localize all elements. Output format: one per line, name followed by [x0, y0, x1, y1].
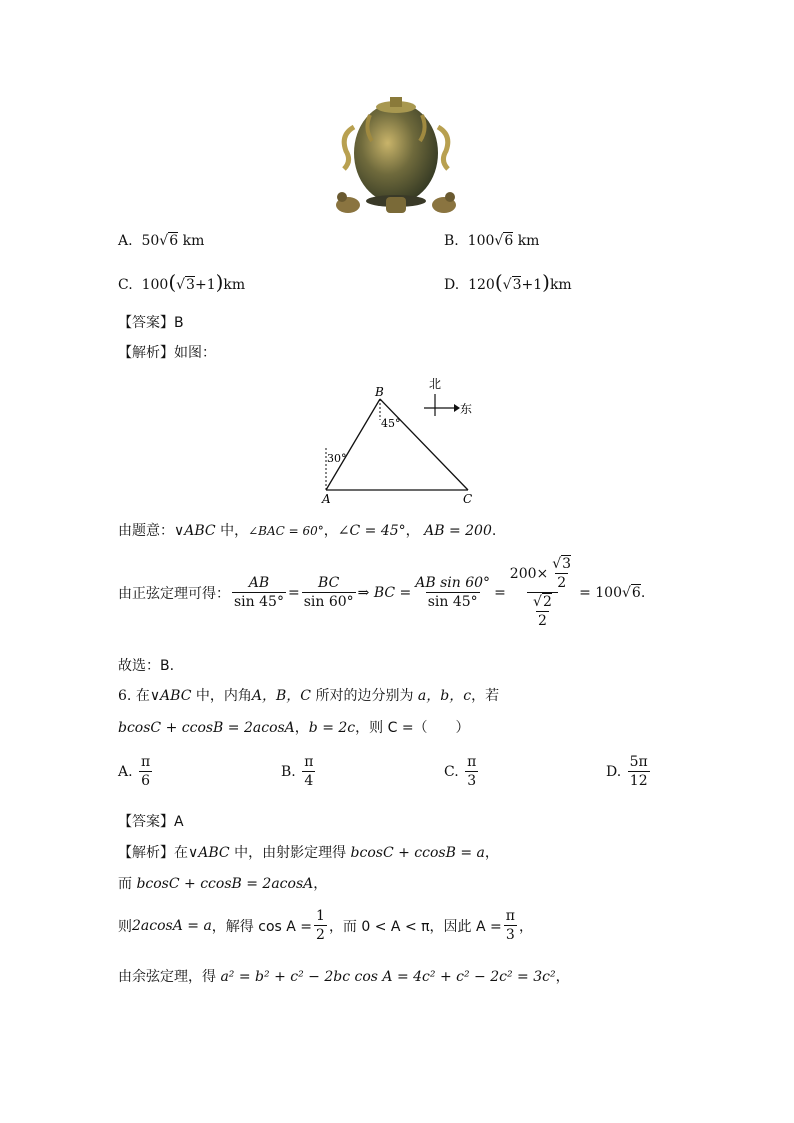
- triangle-name: ∨ABC: [149, 688, 192, 704]
- option-coef: 120: [468, 277, 495, 293]
- q5-option-b: B. 100√6 km: [444, 233, 540, 249]
- option-radicand: 6: [504, 233, 514, 249]
- option-unit: km: [517, 233, 540, 249]
- inner-frac-num: $\frac{√3}{2}$: [552, 556, 572, 591]
- option-letter: A.: [118, 763, 133, 780]
- frac-den: 12: [629, 773, 648, 789]
- option-letter: B.: [281, 763, 296, 780]
- triangle-name: ∨ABC: [174, 523, 216, 539]
- question-number: 6.: [118, 688, 132, 704]
- q5-sine-rule: 由正弦定理可得： $\frac{AB}{\sin 45^\circ}$ = $\frac{BC}{\sin 60^\circ}$ ⇒ BC = $\frac{\text{AB sin 60°}}{\sin 45^\circ}$ = 200× $\frac{√3}{2}$ $\frac{√2}{2}$ = 100 √ 6 .: [118, 556, 646, 629]
- vertex-b-label: B: [375, 385, 384, 399]
- option-letter: C.: [118, 277, 133, 293]
- side-bc: [380, 399, 468, 490]
- frac-pi-3: [504, 908, 517, 943]
- q6-stem-line1: [118, 685, 499, 705]
- frac-den: 4: [304, 773, 314, 789]
- triangle-figure: [318, 372, 478, 506]
- implies-bc: ⇒ BC =: [357, 584, 412, 601]
- option-letter: B.: [444, 233, 459, 249]
- given-end: .: [491, 523, 497, 539]
- north-label: 北: [429, 377, 442, 391]
- option-radicand: 3: [512, 277, 522, 293]
- option-radicand: 6: [169, 233, 179, 249]
- frac-num: 1: [316, 908, 325, 924]
- q5-given: 由题意：∨ABC 中，∠BAC = 60°，∠C = 45°， AB = 200.: [118, 523, 497, 539]
- inner-den: 2: [537, 613, 547, 629]
- result-radicand: 6: [631, 585, 641, 601]
- q6-option-c: [444, 754, 480, 789]
- analysis-text: 则: [118, 918, 132, 935]
- q6-option-d: [606, 754, 652, 789]
- analysis-text: 由余弦定理，得: [118, 969, 221, 985]
- frac-num: π: [467, 754, 477, 770]
- frac-half: [314, 908, 327, 943]
- q6-answer: 【答案】A: [118, 814, 184, 830]
- frac-den: sin 45°: [234, 594, 284, 610]
- frac-den: 3: [467, 773, 477, 789]
- q5-conclusion: 故选：B.: [118, 658, 175, 674]
- side-ab-value: AB = 200: [424, 523, 492, 539]
- frac-num: BC: [318, 575, 340, 591]
- east-label: 东: [460, 402, 473, 416]
- option-unit: km: [182, 233, 205, 249]
- option-frac: [628, 754, 650, 789]
- option-unit: km: [223, 277, 246, 293]
- eq-2acosA: 2acosA = a: [132, 917, 212, 934]
- side-ab: [326, 399, 380, 490]
- angle-c: ∠C = 45°: [337, 523, 406, 539]
- analysis-end: ，: [555, 969, 570, 985]
- q6-option-b: [281, 754, 317, 789]
- cosine-rule-eq: a² = b² + c² − 2bc cos A = 4c² + c² − 2c² = 3c²: [220, 969, 556, 985]
- option-coef: 100: [141, 277, 169, 293]
- option-coef: 100: [467, 233, 495, 249]
- seismograph-image: [330, 97, 462, 219]
- frac-num: π: [505, 908, 515, 924]
- frac-den: sin 60°: [303, 594, 354, 610]
- stem-text: 在: [135, 688, 150, 704]
- analysis-text: ，解得 cos A =: [211, 918, 313, 935]
- option-letter: C.: [444, 763, 459, 780]
- frac-den: sin 45°: [427, 594, 478, 610]
- option-frac: [302, 754, 315, 789]
- condition-b: b = 2c: [308, 720, 356, 736]
- frac-ab-sin45: [232, 575, 286, 610]
- stem-tail: ，则 C =（ ）: [355, 720, 470, 736]
- given-eq: bcosC + ccosB = 2acosA: [136, 876, 314, 892]
- angle-vars: A，B，C: [251, 688, 312, 704]
- option-coef: 50: [141, 233, 160, 249]
- frac-den: 6: [141, 773, 151, 789]
- condition-eq: bcosC + ccosB = 2acosA: [118, 720, 295, 736]
- inner-radicand: 2: [542, 594, 552, 610]
- analysis-text: 中，由射影定理得: [229, 845, 351, 861]
- frac-den: 2: [316, 927, 325, 943]
- frac-num-prefix: 200×: [509, 565, 549, 582]
- frac-bc-sin60: [302, 575, 356, 610]
- q6-stem-line2: bcosC + ccosB = 2acosA，b = 2c，则 C =（ ）: [118, 720, 470, 736]
- frac-absin60-sin45: [413, 575, 492, 610]
- option-plus: +1: [521, 277, 543, 293]
- q5-option-d: D. 120(√3+1)km: [444, 270, 572, 294]
- q6-analysis-1: [118, 842, 499, 862]
- given-prefix: 由题意：: [118, 523, 174, 539]
- inner-den: 2: [557, 575, 567, 591]
- option-letter: D.: [606, 763, 622, 780]
- result-end: .: [640, 584, 646, 601]
- q5-option-a: A. 50√6 km: [118, 233, 205, 249]
- vertex-c-label: C: [463, 492, 473, 506]
- frac-complex: [508, 556, 577, 629]
- stem-text: 中，内角: [191, 688, 252, 704]
- q5-answer: 【答案】B: [118, 315, 184, 331]
- sine-prefix: 由正弦定理可得：: [118, 585, 230, 602]
- option-unit: km: [549, 277, 572, 293]
- option-plus: +1: [194, 277, 216, 293]
- stem-text: ，若: [471, 688, 500, 704]
- q6-analysis-4: [118, 966, 570, 986]
- given-zhong: 中，: [215, 523, 249, 539]
- q6-analysis-2: [118, 873, 327, 893]
- side-vars: a，b，c: [417, 688, 472, 704]
- angle-b-label: 45°: [381, 417, 401, 430]
- vertex-a-label: A: [322, 492, 331, 506]
- option-letter: D.: [444, 277, 460, 293]
- inner-frac-den: $\frac{√2}{2}$: [533, 594, 552, 629]
- q5-analysis-label: 【解析】如图：: [118, 345, 216, 361]
- result-coef: = 100: [579, 584, 622, 601]
- analysis-end: ，: [313, 876, 328, 892]
- option-frac: [139, 754, 152, 789]
- frac-num: π: [141, 754, 151, 770]
- projection-eq: bcosC + ccosB = a: [350, 845, 485, 861]
- frac-num: AB sin 60°: [415, 575, 491, 591]
- option-letter: A.: [118, 233, 133, 249]
- q5-option-c: C. 100(√3+1)km: [118, 270, 246, 294]
- inner-radicand: 3: [562, 556, 572, 572]
- frac-num: AB: [248, 575, 270, 591]
- q6-option-a: [118, 754, 154, 789]
- analysis-end: ，: [484, 845, 499, 861]
- triangle-name: ∨ABC: [188, 845, 230, 861]
- stem-text: 所对的边分别为: [311, 688, 418, 704]
- option-radicand: 3: [186, 277, 195, 293]
- analysis-text: 而: [118, 876, 137, 892]
- analysis-text: ，而 0 < A < π，因此 A =: [328, 918, 502, 935]
- angle-a-label: 30°: [327, 452, 347, 465]
- frac-den: 3: [505, 927, 515, 943]
- analysis-label: 【解析】在: [118, 845, 188, 861]
- option-frac: [465, 754, 478, 789]
- angle-bac: ∠BAC = 60°: [248, 524, 324, 538]
- frac-num: π: [304, 754, 314, 770]
- analysis-end: ，: [518, 918, 533, 935]
- q6-analysis-3: [118, 908, 533, 943]
- frac-num: 5π: [629, 754, 648, 770]
